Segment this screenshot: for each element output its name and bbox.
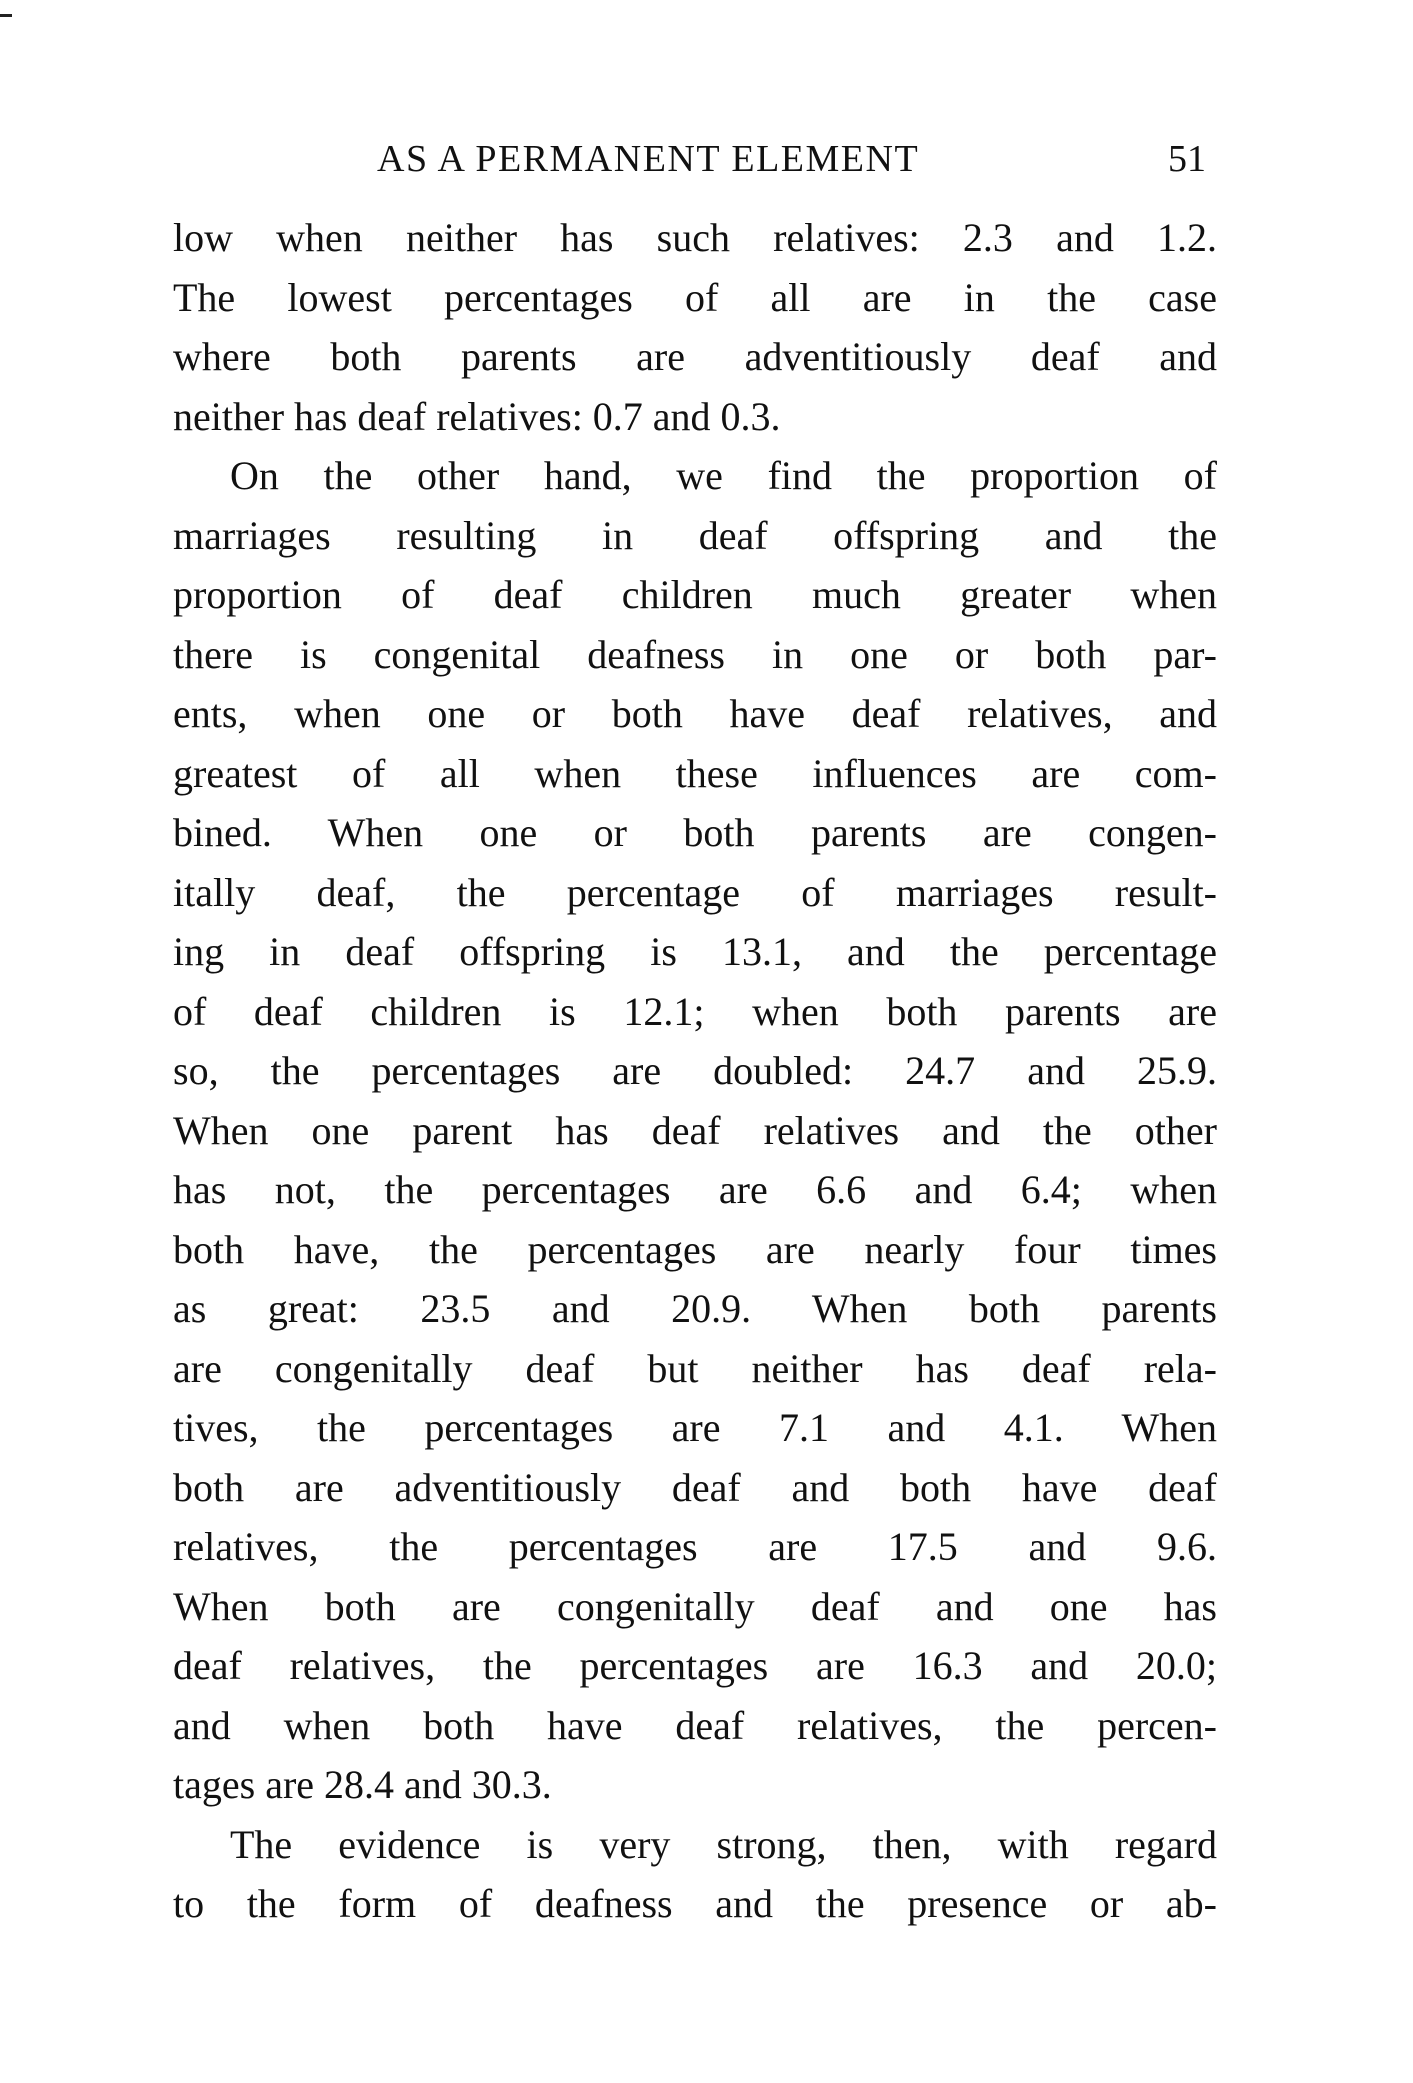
text-line: there is congenital deafness in one or both par-	[173, 631, 1217, 677]
text-line: are congenitally deaf but neither has deaf rela-	[173, 1345, 1217, 1391]
text-line: so, the percentages are doubled: 24.7 and 25.9.	[173, 1048, 1217, 1093]
text-line: low when neither has such relatives: 2.3 and 1.2.	[173, 215, 1217, 260]
text-line: The evidence is very strong, then, with regard	[230, 1821, 1217, 1867]
text-line: When both are congenitally deaf and one has	[173, 1583, 1217, 1629]
text-line: has not, the percentages are 6.6 and 6.4; when	[173, 1167, 1217, 1212]
text-line: neither has deaf relatives: 0.7 and 0.3.	[173, 393, 781, 439]
text-line: greatest of all when these influences are com-	[173, 750, 1217, 796]
text-line: On the other hand, we find the proportion of	[230, 453, 1217, 498]
text-line: tages are 28.4 and 30.3.	[173, 1762, 552, 1807]
text-line: as great: 23.5 and 20.9. When both parents	[173, 1286, 1217, 1331]
text-line: relatives, the percentages are 17.5 and 9.6.	[173, 1524, 1217, 1569]
text-line: to the form of deafness and the presence or ab-	[173, 1881, 1217, 1926]
running-title: AS A PERMANENT ELEMENT	[377, 138, 920, 180]
text-line: proportion of deaf children much greater when	[173, 572, 1217, 617]
page-number: 51	[1168, 138, 1206, 180]
text-line: ents, when one or both have deaf relatives, and	[173, 691, 1217, 736]
text-line: where both parents are adventitiously deaf and	[173, 334, 1217, 379]
text-line: ing in deaf offspring is 13.1, and the percentage	[173, 929, 1217, 974]
text-line: bined. When one or both parents are congen-	[173, 810, 1217, 855]
text-line: The lowest percentages of all are in the case	[173, 274, 1217, 320]
text-line: deaf relatives, the percentages are 16.3 and 20.0;	[173, 1643, 1217, 1688]
text-line: When one parent has deaf relatives and the other	[173, 1107, 1217, 1153]
text-line: itally deaf, the percentage of marriages result-	[173, 869, 1217, 915]
scan-edge-mark	[0, 14, 12, 17]
text-line: of deaf children is 12.1; when both parents are	[173, 988, 1217, 1034]
text-line: both have, the percentages are nearly four times	[173, 1226, 1217, 1272]
text-line: and when both have deaf relatives, the percen-	[173, 1702, 1217, 1748]
text-line: tives, the percentages are 7.1 and 4.1. When	[173, 1405, 1217, 1450]
text-line: marriages resulting in deaf offspring and the	[173, 512, 1217, 558]
page-header	[0, 139, 1413, 179]
body-text	[173, 208, 1217, 1934]
text-line: both are adventitiously deaf and both have deaf	[173, 1464, 1217, 1510]
